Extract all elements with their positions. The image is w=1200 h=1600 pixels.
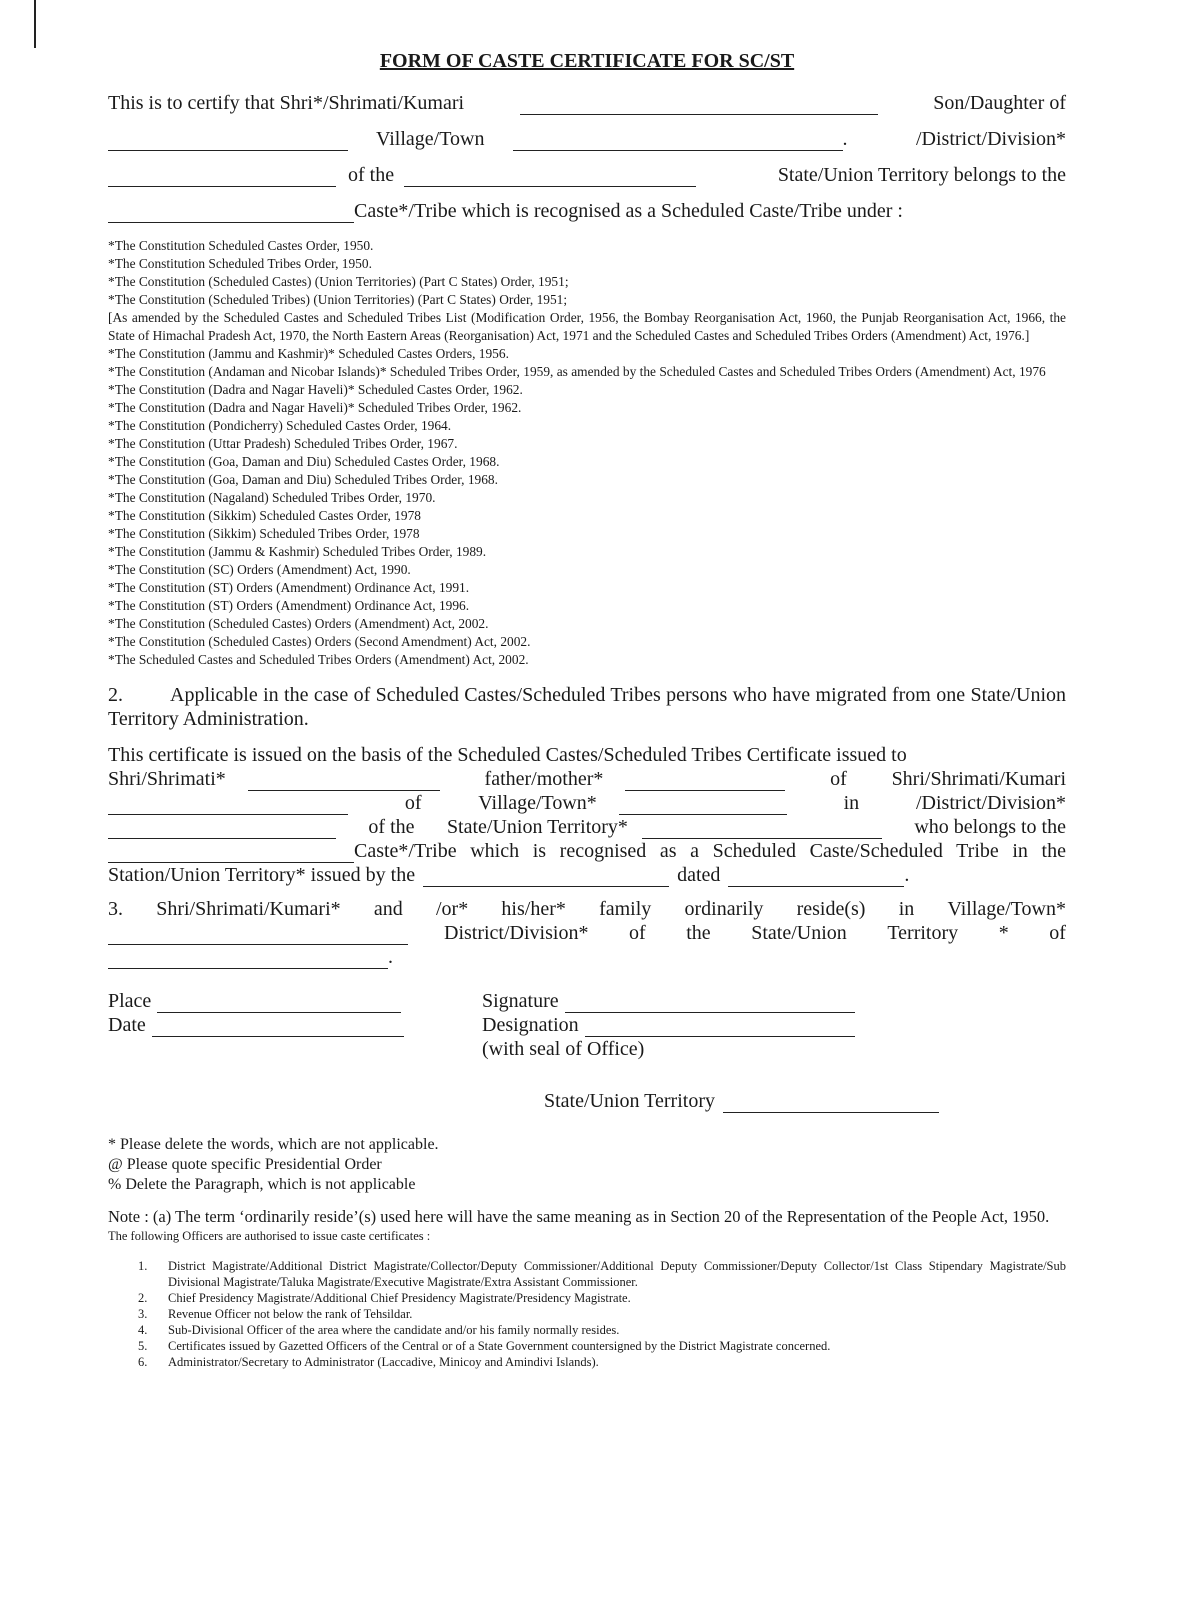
applicant-name-blank[interactable]: [108, 796, 348, 815]
order-item: *The Constitution (ST) Orders (Amendment) Ordinance Act, 1991.: [108, 580, 470, 595]
order-item: *The Constitution (Dadra and Nagar Haveli)* Scheduled Tribes Order, 1962.: [108, 400, 522, 415]
district-blank[interactable]: [108, 820, 336, 839]
paragraph-3-line-3: .: [108, 945, 1066, 969]
footnote-item: @ Please quote specific Presidential Order: [108, 1156, 382, 1173]
village-town-blank[interactable]: [619, 796, 787, 815]
order-item: *The Constitution (Goa, Daman and Diu) Scheduled Tribes Order, 1968.: [108, 472, 498, 487]
order-item: *The Constitution (Sikkim) Scheduled Tribes Order, 1978: [108, 526, 420, 541]
order-item: *The Constitution (ST) Orders (Amendment) Ordinance Act, 1996.: [108, 598, 470, 613]
officer-item: 3. Revenue Officer not below the rank of Tehsildar.: [138, 1307, 413, 1321]
order-item: *The Constitution (Jammu and Kashmir)* Scheduled Castes Orders, 1956.: [108, 346, 509, 361]
certify-line-1: This is to certify that Shri*/Shrimati/Kumari Son/Daughter of: [108, 92, 1066, 114]
district-blank[interactable]: [108, 168, 336, 187]
certify-line-2: Village/Town . /District/Division*: [108, 115, 1066, 151]
footnote-item: * Please delete the words, which are not applicable.: [108, 1136, 439, 1153]
footnotes: [108, 1135, 1066, 1195]
designation-blank[interactable]: [585, 1018, 855, 1037]
note-ordinarily-reside: Note : (a) The term ‘ordinarily reside’(s) used here will have the same meaning as in Section 20 of the Representation of the People Act, 1950.: [108, 1207, 1050, 1226]
date-field: Date: [108, 1013, 404, 1037]
officer-item: 6. Administrator/Secretary to Administrator (Laccadive, Minicoy and Amindivi Islands).: [138, 1355, 599, 1369]
order-item: *The Constitution (Nagaland) Scheduled Tribes Order, 1970.: [108, 490, 436, 505]
order-item: *The Scheduled Castes and Scheduled Tribes Orders (Amendment) Act, 2002.: [108, 652, 529, 667]
state-ut-blank[interactable]: [723, 1094, 939, 1113]
order-item: *The Constitution Scheduled Castes Order, 1950.: [108, 238, 374, 253]
officer-item: 4. Sub-Divisional Officer of the area where the candidate and/or his family normally resides.: [138, 1323, 620, 1337]
seal-note: (with seal of Office): [482, 1038, 645, 1060]
paragraph-2-text: Applicable in the case of Scheduled Castes/Scheduled Tribes persons who have migrated from one State/Union Territory Administration.: [108, 684, 1066, 730]
footnote-item: % Delete the Paragraph, which is not applicable: [108, 1176, 416, 1193]
order-item: *The Constitution (Jammu & Kashmir) Scheduled Tribes Order, 1989.: [108, 544, 487, 559]
paragraph-3: [108, 897, 1066, 969]
state-blank[interactable]: [642, 820, 882, 839]
order-item: *The Constitution (Dadra and Nagar Haveli)* Scheduled Castes Order, 1962.: [108, 382, 523, 397]
state-blank[interactable]: [404, 168, 696, 187]
state-ut-field: State/Union Territory: [544, 1089, 1066, 1113]
certificate-basis-block: [108, 743, 1066, 887]
designation-field: Designation: [482, 1013, 855, 1037]
paragraph-2-number: 2.: [108, 684, 123, 706]
order-item: *The Constitution (Goa, Daman and Diu) Scheduled Castes Order, 1968.: [108, 454, 500, 469]
order-item: *The Constitution (Sikkim) Scheduled Castes Order, 1978: [108, 508, 421, 523]
cert-basis-line-3: of Village/Town* in /District/Division*: [108, 791, 1066, 815]
cert-basis-line-4: of the State/Union Territory* who belongs to the: [108, 815, 1066, 839]
certificate-page: [108, 50, 1066, 1370]
parent-name-blank[interactable]: [248, 772, 440, 791]
order-item: *The Constitution (Scheduled Castes) Orders (Second Amendment) Act, 2002.: [108, 634, 531, 649]
date-blank[interactable]: [728, 868, 904, 887]
officers-intro: The following Officers are authorised to issue caste certificates :: [108, 1229, 431, 1243]
place-date-column: [108, 989, 404, 1037]
presidential-orders-list: [108, 237, 1066, 669]
order-item: *The Constitution (SC) Orders (Amendment) Act, 1990.: [108, 562, 411, 577]
issuing-authority-blank[interactable]: [423, 868, 669, 887]
signature-column: [482, 989, 855, 1061]
officer-item: 2. Chief Presidency Magistrate/Additional Chief Presidency Magistrate/Presidency Magistrate.: [138, 1291, 631, 1305]
date-blank[interactable]: [152, 1018, 404, 1037]
caste-blank[interactable]: [108, 844, 354, 863]
paragraph-3-line-2: District/Division* of the State/Union Territory * of: [108, 921, 1066, 945]
state-ut-blank[interactable]: [108, 950, 388, 969]
cert-basis-line-2: Shri/Shrimati* father/mother* of Shri/Shrimati/Kumari: [108, 768, 1066, 790]
relation-blank[interactable]: [625, 772, 785, 791]
order-item: *The Constitution (Scheduled Tribes) (Union Territories) (Part C States) Order, 1951;: [108, 292, 568, 307]
certify-line-4: Caste*/Tribe which is recognised as a Scheduled Caste/Tribe under :: [108, 187, 1066, 223]
signature-field: Signature: [482, 989, 855, 1013]
signature-blank[interactable]: [565, 994, 855, 1013]
certify-block: [108, 79, 1066, 223]
signature-block: [108, 989, 1066, 1061]
order-amendment-note: [As amended by the Scheduled Castes and Scheduled Tribes List (Modification Order, 1956, the Bombay Reorganisation Act, 1960, the Punjab Reorganisation Act, 1966, the State of Himachal Pradesh Act, 1970, the North Eastern Areas (Reorganisation) Act, 1971 and the Scheduled Castes and Scheduled Tribes Orders (Amendment) Act, 1976.]: [108, 310, 1066, 343]
parent-name-blank[interactable]: [108, 132, 348, 151]
order-item: *The Constitution (Scheduled Castes) (Union Territories) (Part C States) Order, 1951;: [108, 274, 569, 289]
residence-blank[interactable]: [108, 926, 408, 945]
paragraph-3-line-1: 3. Shri/Shrimati/Kumari* and /or* his/her* family ordinarily reside(s) in Village/Town*: [108, 898, 1066, 920]
village-town-blank[interactable]: [513, 132, 843, 151]
cert-basis-line-6: Station/Union Territory* issued by the dated .: [108, 864, 910, 886]
paragraph-2: [108, 683, 1066, 731]
page-edge-mark: [34, 0, 36, 48]
cert-basis-line-5: Caste*/Tribe which is recognised as a Scheduled Caste/Scheduled Tribe in the: [108, 839, 1066, 863]
officer-item: 1. District Magistrate/Additional District Magistrate/Collector/Deputy Commissioner/Additional Deputy Commissioner/Deputy Collector/1st Class Stipendary Magistrate/Sub Divisional Magistrate/Taluka Magistrate/Executive Magistrate/Extra Assistant Commissioner.: [138, 1259, 1066, 1289]
authorised-officers-list: [108, 1258, 1066, 1370]
place-blank[interactable]: [157, 994, 401, 1013]
cert-basis-line-1: This certificate is issued on the basis of the Scheduled Castes/Scheduled Tribes Certificate issued to: [108, 744, 907, 766]
order-item: *The Constitution Scheduled Tribes Order, 1950.: [108, 256, 372, 271]
form-title: FORM OF CASTE CERTIFICATE FOR SC/ST: [379, 50, 795, 72]
place-field: Place: [108, 989, 404, 1013]
caste-blank[interactable]: [108, 204, 354, 223]
order-item: *The Constitution (Scheduled Castes) Orders (Amendment) Act, 2002.: [108, 616, 489, 631]
name-blank[interactable]: [520, 96, 878, 115]
order-item: *The Constitution (Uttar Pradesh) Scheduled Tribes Order, 1967.: [108, 436, 458, 451]
order-item: *The Constitution (Andaman and Nicobar Islands)* Scheduled Tribes Order, 1959, as amended by the Scheduled Castes and Scheduled Tribes Orders (Amendment) Act, 1976: [108, 364, 1046, 379]
order-item: *The Constitution (Pondicherry) Scheduled Castes Order, 1964.: [108, 418, 452, 433]
officer-item: 5. Certificates issued by Gazetted Officers of the Central or of a State Government countersigned by the District Magistrate concerned.: [138, 1339, 831, 1353]
certify-line-3: of the State/Union Territory belongs to the: [108, 151, 1066, 187]
